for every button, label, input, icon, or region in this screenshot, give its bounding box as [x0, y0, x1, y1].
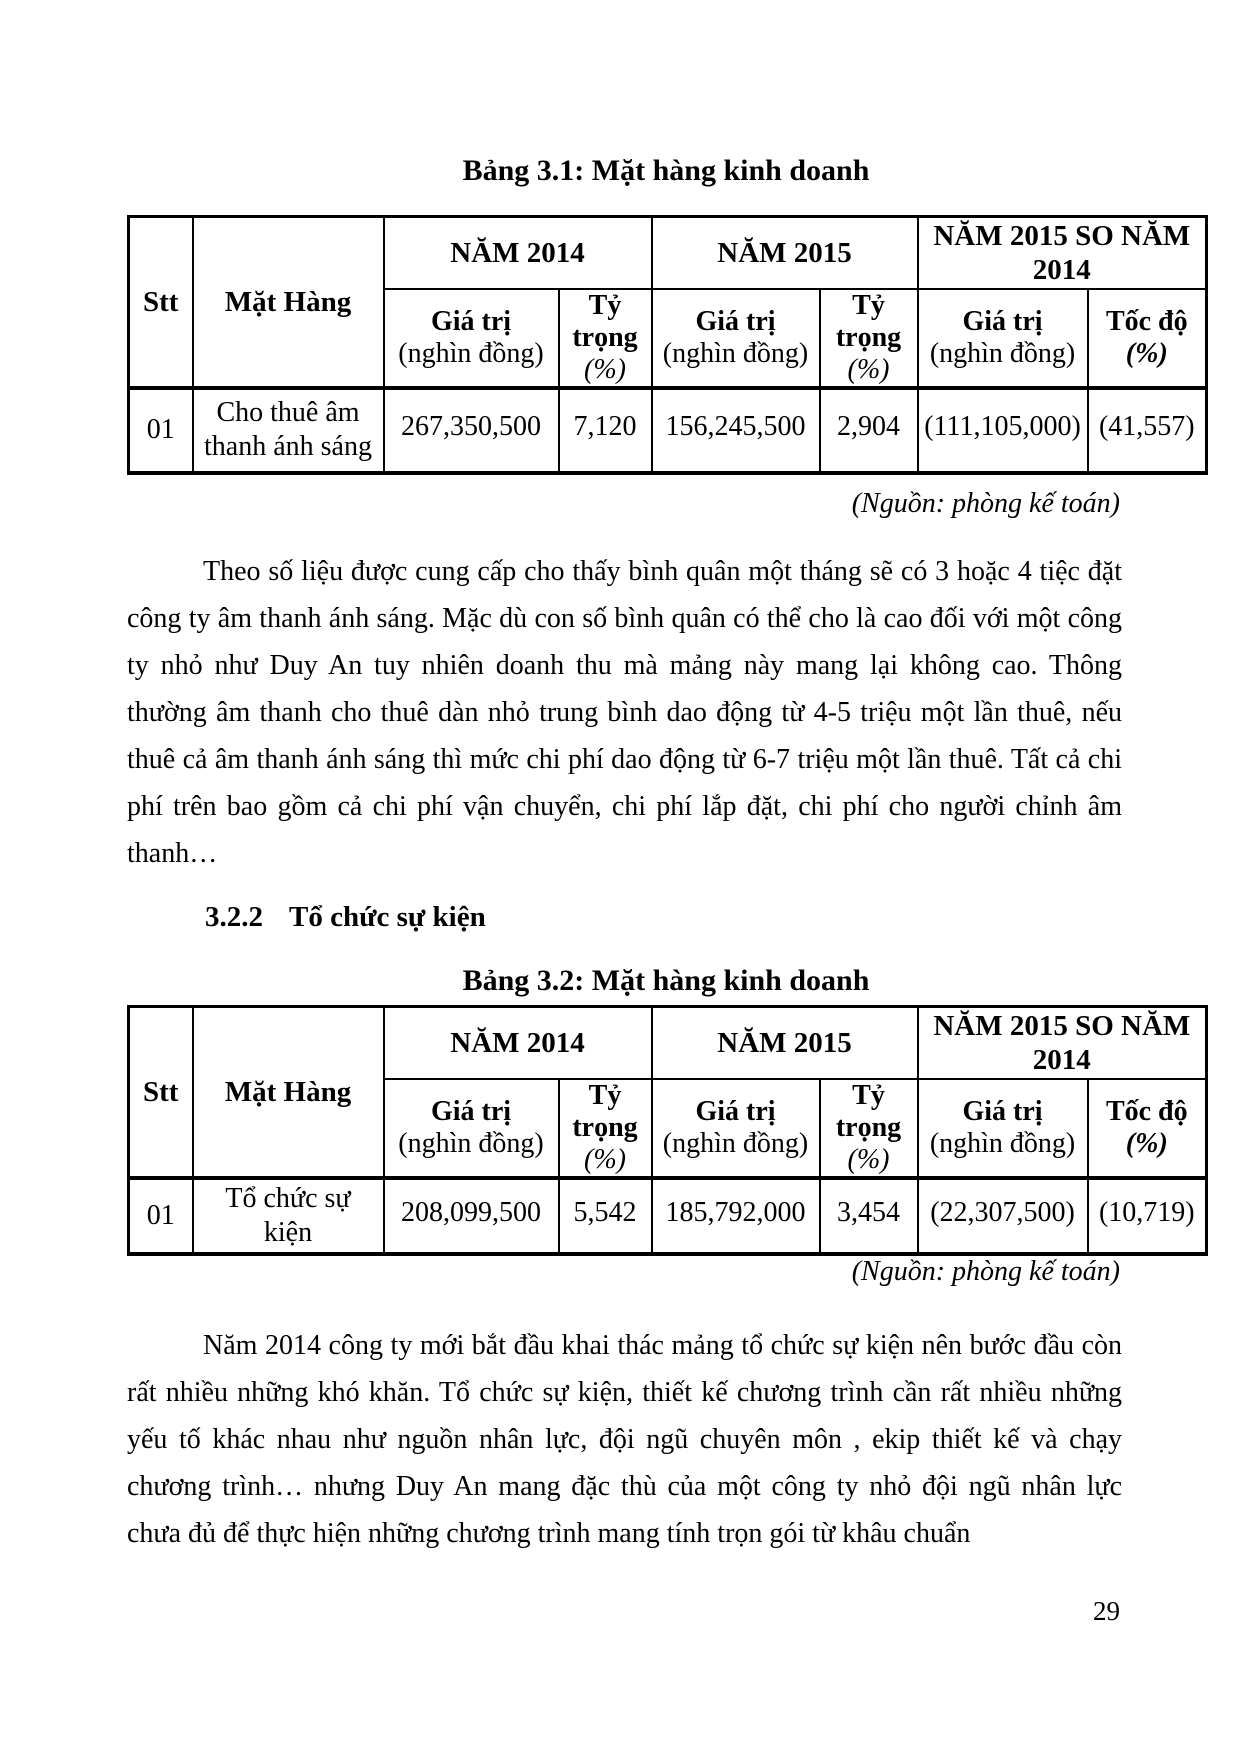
ty-trong-unit: (%) [584, 353, 626, 385]
col-group-nam-2014: NĂM 2014 [384, 217, 652, 289]
cell-growth: (10,719) [1088, 1178, 1207, 1254]
source-note: (Nguồn: phòng kế toán) [851, 488, 1120, 519]
source-note: (Nguồn: phòng kế toán) [851, 1256, 1120, 1287]
cell-value-diff: (111,105,000) [918, 388, 1088, 473]
gia-tri-unit: (nghìn đồng) [662, 1127, 809, 1159]
cell-value-2015: 185,792,000 [652, 1178, 820, 1254]
gia-tri-label: Giá trị [962, 1095, 1043, 1127]
col-group-nam-2015: NĂM 2015 [652, 1007, 918, 1079]
col-group-nam-2015-so-nam-2014: NĂM 2015 SO NĂM 2014 [918, 217, 1207, 289]
cell-share-2015: 3,454 [820, 1178, 918, 1254]
toc-do-label: Tốc độ [1105, 1095, 1188, 1127]
table-3-1-title: Bảng 3.1: Mặt hàng kinh doanh [462, 154, 870, 187]
gia-tri-label: Giá trị [430, 305, 512, 337]
cell-share-2015: 2,904 [820, 388, 918, 473]
toc-do-label: Tốc độ [1105, 305, 1188, 337]
cell-value-diff: (22,307,500) [918, 1178, 1088, 1254]
ty-trong-label: Tỷ trọng [835, 289, 902, 353]
cell-value-2014: 208,099,500 [384, 1178, 559, 1254]
col-header-stt: Stt [129, 1007, 193, 1178]
cell-share-2014: 5,542 [559, 1178, 652, 1254]
cell-product: Tổ chức sự kiện [193, 1178, 384, 1254]
gia-tri-unit: (nghìn đồng) [662, 337, 809, 369]
cell-value-2015: 156,245,500 [652, 388, 820, 473]
col-header-stt: Stt [129, 217, 193, 388]
col-header-mat-hang: Mặt Hàng [193, 217, 384, 388]
cell-value-2014: 267,350,500 [384, 388, 559, 473]
col-header-gia-tri-so-sanh [918, 1079, 1088, 1178]
toc-do-unit: (%) [1125, 337, 1168, 369]
cell-stt: 01 [129, 388, 193, 473]
gia-tri-label: Giá trị [695, 305, 776, 337]
ty-trong-unit: (%) [847, 1143, 890, 1175]
cell-product: Cho thuê âm thanh ánh sáng [193, 388, 384, 473]
section-title: Tổ chức sự kiện [289, 901, 486, 933]
col-header-ty-trong-2015 [820, 1079, 918, 1178]
gia-tri-unit: (nghìn đồng) [398, 1127, 544, 1159]
col-header-gia-tri-so-sanh [918, 289, 1088, 388]
cell-share-2014: 7,120 [559, 388, 652, 473]
page-number: 29 [1093, 1596, 1120, 1626]
gia-tri-unit: (nghìn đồng) [398, 337, 544, 369]
cell-growth: (41,557) [1088, 388, 1207, 473]
col-header-gia-tri-2015 [652, 1079, 820, 1178]
body-paragraph: Năm 2014 công ty mới bắt đầu khai thác mảng tổ chức sự kiện nên bước đầu còn rất nhiều những khó khăn. Tổ chức sự kiện, thiết kế chương trình cần rất nhiều những yếu tố khác nhau như nguồn nhân lực, đội ngũ chuyên môn , ekip thiết kế và chạy chương trình… nhưng Duy An mang đặc thù của một công ty nhỏ đội ngũ nhân lực chưa đủ để thực hiện những chương trình mang tính trọn gói từ khâu chuẩn [127, 1330, 1122, 1549]
table-3-2 [127, 1005, 1208, 1256]
col-header-gia-tri-2015 [652, 289, 820, 388]
table-3-1 [127, 215, 1208, 475]
col-group-nam-2015: NĂM 2015 [652, 217, 918, 289]
toc-do-unit: (%) [1125, 1127, 1168, 1159]
gia-tri-unit: (nghìn đồng) [929, 1127, 1076, 1159]
section-heading [205, 901, 486, 934]
col-header-toc-do [1088, 1079, 1207, 1178]
ty-trong-label: Tỷ trọng [572, 1079, 638, 1143]
gia-tri-label: Giá trị [430, 1095, 512, 1127]
table-row [129, 388, 1207, 473]
col-header-ty-trong-2015 [820, 289, 918, 388]
col-group-nam-2015-so-nam-2014: NĂM 2015 SO NĂM 2014 [918, 1007, 1207, 1079]
col-header-toc-do [1088, 289, 1207, 388]
ty-trong-label: Tỷ trọng [835, 1079, 902, 1143]
col-header-mat-hang: Mặt Hàng [193, 1007, 384, 1178]
col-header-gia-tri-2014 [384, 1079, 559, 1178]
ty-trong-label: Tỷ trọng [572, 289, 638, 353]
col-group-nam-2014: NĂM 2014 [384, 1007, 652, 1079]
table-row [129, 1178, 1207, 1254]
ty-trong-unit: (%) [847, 353, 890, 385]
gia-tri-label: Giá trị [962, 305, 1043, 337]
table-3-2-title: Bảng 3.2: Mặt hàng kinh doanh [462, 964, 870, 997]
cell-stt: 01 [129, 1178, 193, 1254]
col-header-ty-trong-2014 [559, 289, 652, 388]
ty-trong-unit: (%) [584, 1143, 626, 1175]
col-header-ty-trong-2014 [559, 1079, 652, 1178]
section-number: 3.2.2 [205, 901, 263, 933]
gia-tri-label: Giá trị [695, 1095, 776, 1127]
body-paragraph: Theo số liệu được cung cấp cho thấy bình quân một tháng sẽ có 3 hoặc 4 tiệc đặt công ty âm thanh ánh sáng. Mặc dù con số bình quân có thể cho là cao đối với một công ty nhỏ như Duy An tuy nhiên doanh thu mà mảng này mang lại không cao. Thông thường âm thanh cho thuê dàn nhỏ trung bình dao động từ 4-5 triệu một lần thuê, nếu thuê cả âm thanh ánh sáng thì mức chi phí dao động từ 6-7 triệu một lần thuê. Tất cả chi phí trên bao gồm cả chi phí vận chuyển, chi phí lắp đặt, chi phí cho người chỉnh âm thanh… [127, 556, 1122, 869]
col-header-gia-tri-2014 [384, 289, 559, 388]
gia-tri-unit: (nghìn đồng) [929, 337, 1076, 369]
